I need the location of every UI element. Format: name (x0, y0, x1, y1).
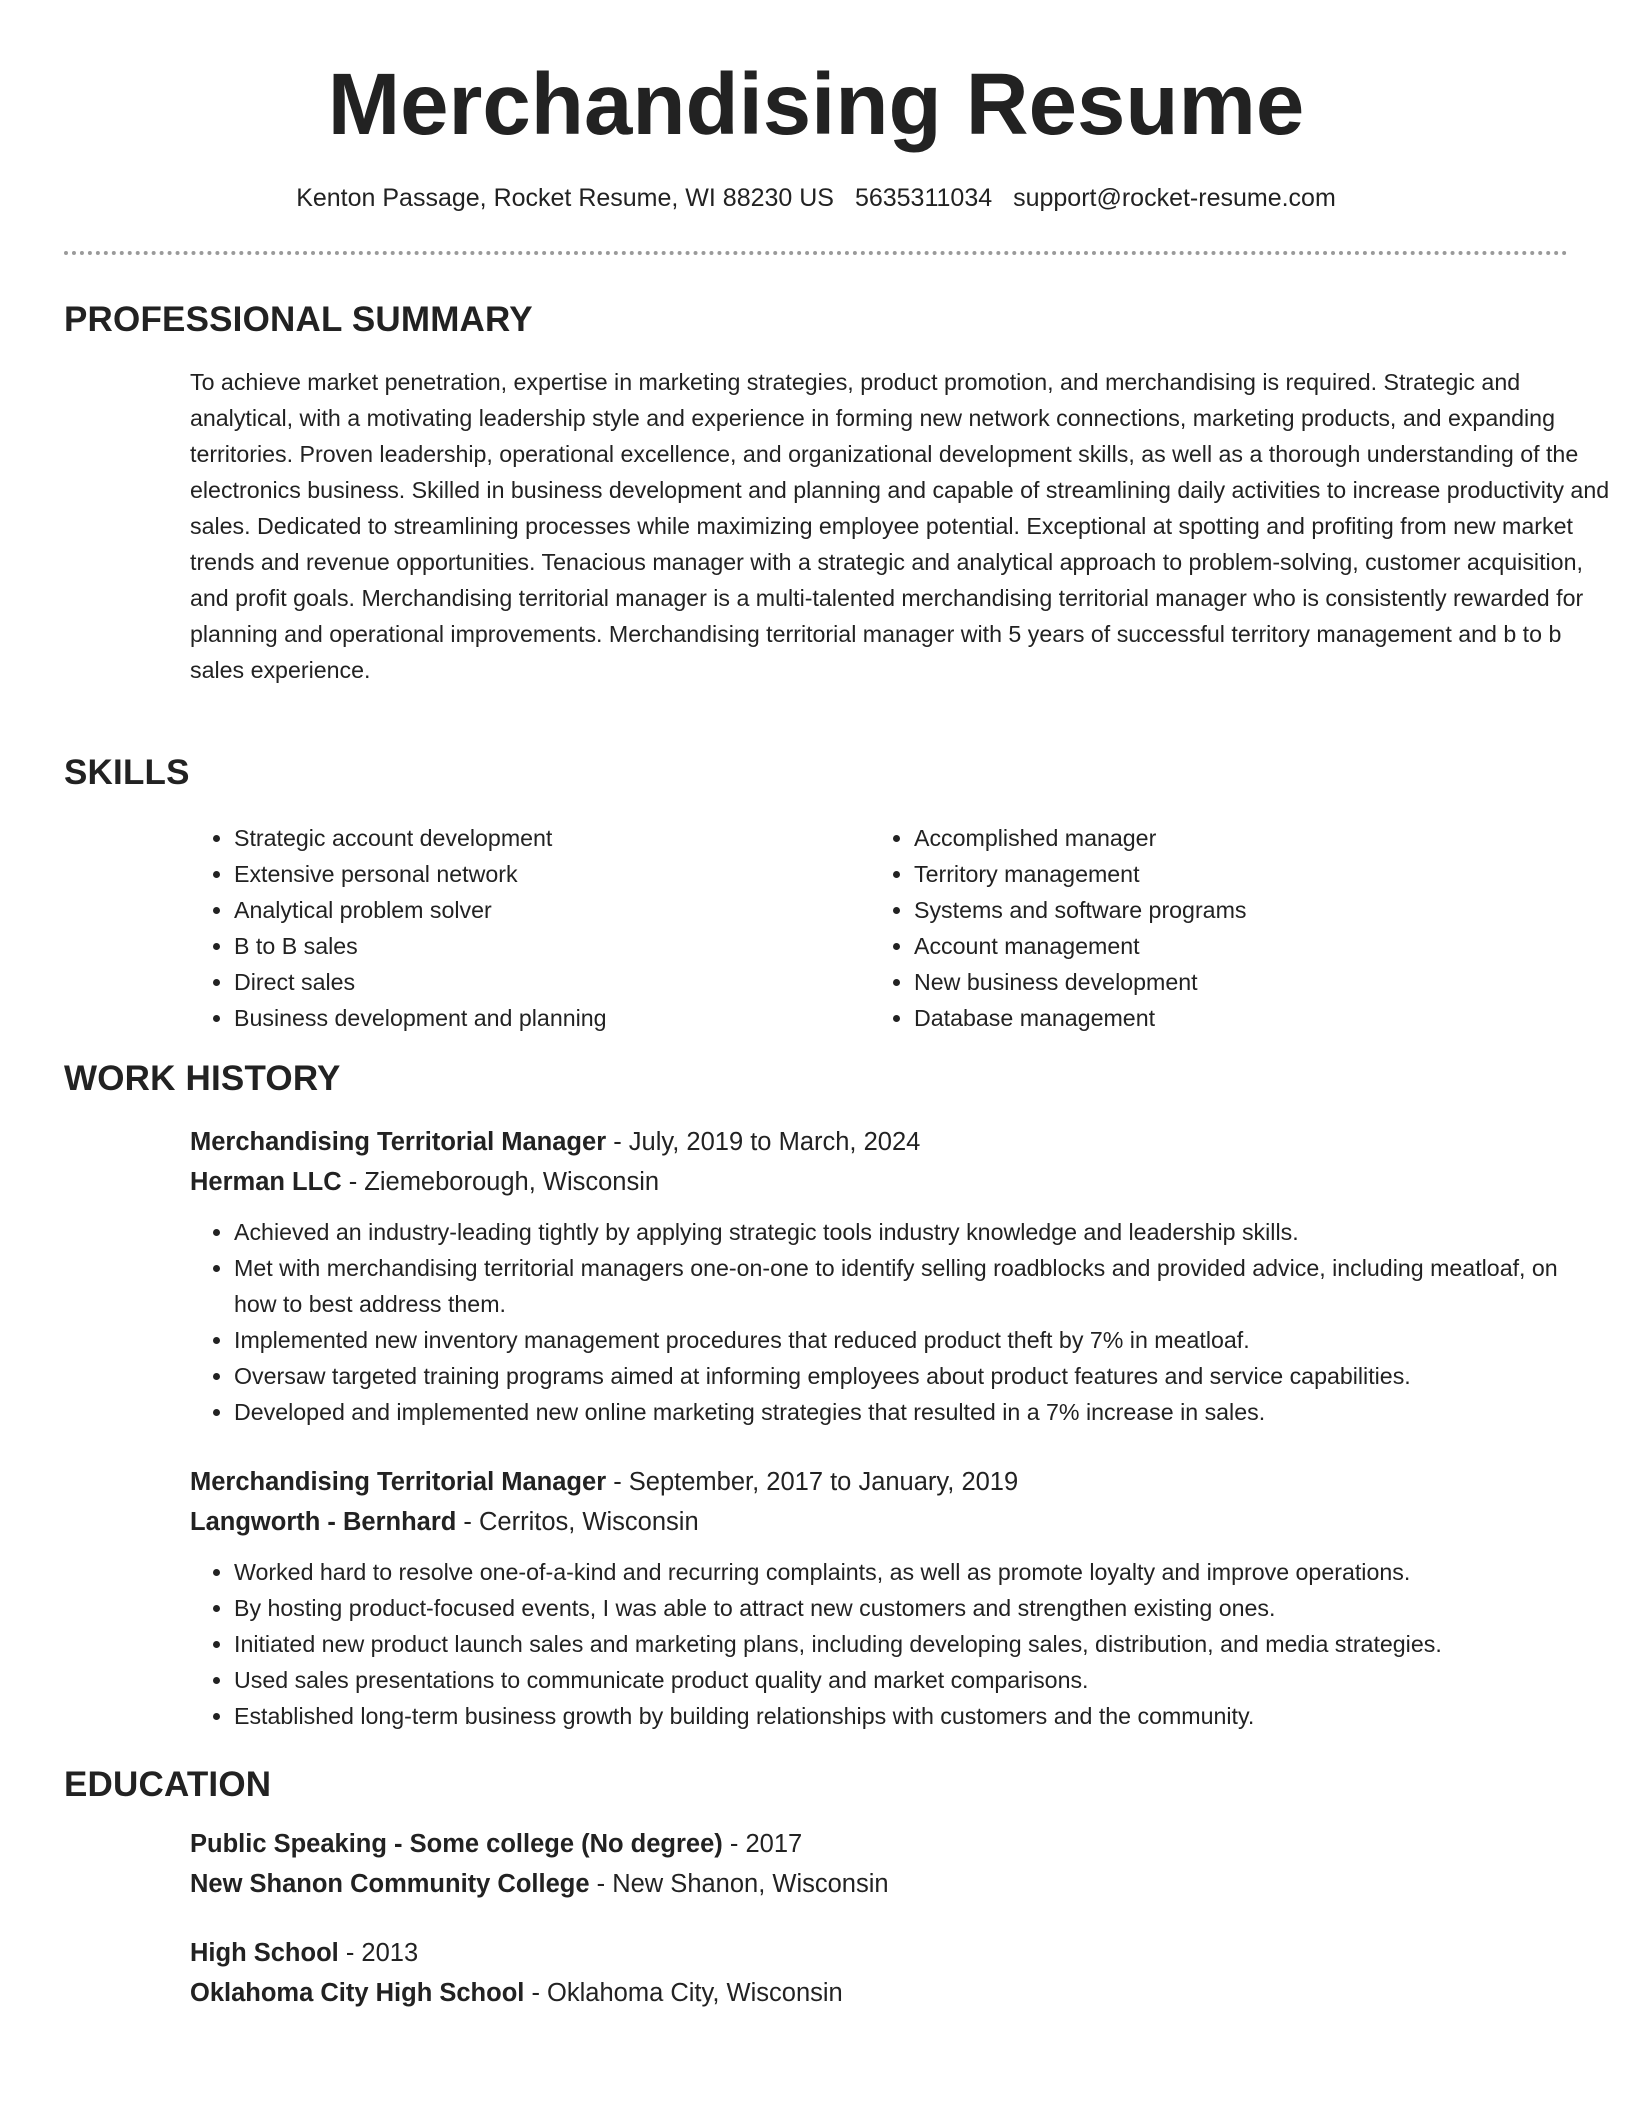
job-bullet: • Worked hard to resolve one-of-a-kind and recurring complaints, as well as promote loyalty and improve operations. (234, 1554, 1568, 1590)
job-bullet: • Met with merchandising territorial managers one-on-one to identify selling roadblocks and provided advice, including meatloaf, on how to best address them. (234, 1250, 1568, 1322)
skill-item: • Database management (914, 1000, 1550, 1036)
job-company-line (190, 1162, 1568, 1202)
education-degree-line (190, 1824, 1568, 1864)
education-year: - 2017 (722, 1830, 803, 1858)
job-entry (190, 1122, 1568, 1430)
summary-heading: PROFESSIONAL SUMMARY (64, 300, 533, 339)
skills-list (190, 820, 1568, 1036)
job-company: Langworth - Bernhard (190, 1508, 457, 1536)
job-location: - Cerritos, Wisconsin (456, 1508, 699, 1536)
skills-heading: SKILLS (64, 753, 190, 792)
job-title: Merchandising Territorial Manager (190, 1128, 607, 1156)
education-year: - 2013 (338, 1939, 419, 1967)
skill-item: • New business development (914, 964, 1550, 1000)
skill-item: • B to B sales (234, 928, 870, 964)
job-bullet: • Initiated new product launch sales and marketing plans, including developing sales, distribution, and media strategies. (234, 1626, 1568, 1662)
work-heading: WORK HISTORY (64, 1059, 341, 1098)
job-dates: - September, 2017 to January, 2019 (606, 1468, 1019, 1496)
skill-item: • Analytical problem solver (234, 892, 870, 928)
skills-column-left (190, 820, 870, 1036)
education-school-line (190, 1973, 1568, 2013)
job-bullet: • Used sales presentations to communicate product quality and market comparisons. (234, 1662, 1568, 1698)
header-divider (64, 251, 1568, 255)
education-location: - New Shanon, Wisconsin (589, 1870, 889, 1898)
contact-phone: 5635311034 (854, 184, 993, 212)
job-company: Herman LLC (190, 1168, 342, 1196)
job-title-line (190, 1122, 1568, 1162)
job-company-line (190, 1502, 1568, 1542)
education-degree: Public Speaking - Some college (No degree) (190, 1830, 723, 1858)
contact-address: Kenton Passage, Rocket Resume, WI 88230 US (296, 184, 834, 212)
contact-email[interactable]: support@rocket-resume.com (1013, 184, 1336, 212)
contact-info (64, 178, 1568, 218)
job-title-line (190, 1462, 1568, 1502)
skill-item: • Extensive personal network (234, 856, 870, 892)
summary-text: To achieve market penetration, expertise in marketing strategies, product promotion, and merchandising is required. Strategic and analytical, with a motivating leadership style and experience in forming new network connections, marketing products, and expanding territories. Proven leadership, operational excellence, and organizational development skills, as well as a thorough understanding of the electronics business. Skilled in business development and planning and capable of streamlining daily activities to increase productivity and sales. Dedicated to streamlining processes while maximizing employee potential. Exceptional at spotting and profiting from new market trends and revenue opportunities. Tenacious manager with a strategic and analytical approach to problem-solving, customer acquisition, and profit goals. Merchandising territorial manager is a multi-talented merchandising territorial manager who is consistently rewarded for planning and operational improvements. Merchandising territorial manager with 5 years of successful territory management and b to b sales experience. (190, 369, 1610, 683)
job-dates: - July, 2019 to March, 2024 (606, 1128, 921, 1156)
job-bullets (190, 1214, 1568, 1430)
job-title: Merchandising Territorial Manager (190, 1468, 607, 1496)
job-bullet: • By hosting product-focused events, I was able to attract new customers and strengthen existing ones. (234, 1590, 1568, 1626)
education-degree-line (190, 1933, 1568, 1973)
education-heading: EDUCATION (64, 1765, 272, 1804)
job-bullet: • Developed and implemented new online marketing strategies that resulted in a 7% increase in sales. (234, 1394, 1568, 1430)
skill-item: • Account management (914, 928, 1550, 964)
skill-item: • Strategic account development (234, 820, 870, 856)
education-school: New Shanon Community College (190, 1870, 590, 1898)
education-entry (190, 1933, 1568, 2013)
job-bullets (190, 1554, 1568, 1734)
education-entry (190, 1824, 1568, 1904)
resume-title: Merchandising Resume (327, 56, 1305, 153)
job-bullet: • Achieved an industry-leading tightly by applying strategic tools industry knowledge and leadership skills. (234, 1214, 1568, 1250)
skill-item: • Business development and planning (234, 1000, 870, 1036)
job-bullet: • Oversaw targeted training programs aimed at informing employees about product features and service capabilities. (234, 1358, 1568, 1394)
skill-item: • Systems and software programs (914, 892, 1550, 928)
job-location: - Ziemeborough, Wisconsin (341, 1168, 660, 1196)
education-school-line (190, 1864, 1568, 1904)
job-bullet: • Established long-term business growth by building relationships with customers and the community. (234, 1698, 1568, 1734)
skill-item: • Direct sales (234, 964, 870, 1000)
education-school: Oklahoma City High School (190, 1979, 525, 2007)
skill-item: • Accomplished manager (914, 820, 1550, 856)
education-location: - Oklahoma City, Wisconsin (524, 1979, 843, 2007)
skill-item: • Territory management (914, 856, 1550, 892)
job-entry (190, 1462, 1568, 1734)
education-degree: High School (190, 1939, 339, 1967)
job-bullet: • Implemented new inventory management procedures that reduced product theft by 7% in meatloaf. (234, 1322, 1568, 1358)
skills-column-right (870, 820, 1550, 1036)
